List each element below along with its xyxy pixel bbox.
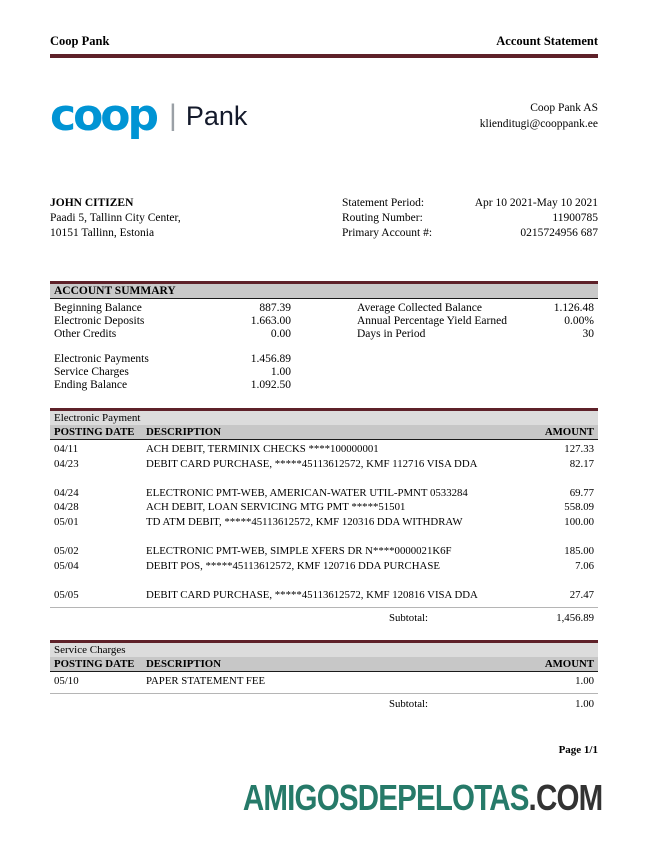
summary-label: Days in Period [357,327,426,340]
watermark-main-text: AMIGOSDEPELOTAS [242,777,529,818]
summary-label: Electronic Payments [54,353,149,366]
column-amount: AMOUNT [544,425,594,438]
statement-info-row [342,226,598,241]
transaction-amount: 100.00 [564,516,594,529]
service-charges-rows [50,672,598,689]
customer-address-line1: Paadi 5, Tallinn City Center, [50,212,181,224]
account-summary-title: ACCOUNT SUMMARY [54,285,176,297]
transaction-date: 05/02 [54,545,79,558]
header-divider-rule [50,54,598,58]
transaction-amount: 1.00 [575,675,594,688]
electronic-payment-rows [50,440,598,603]
transaction-description: DEBIT CARD PURCHASE, *****45113612572, KMF 120816 VISA DDA [146,589,478,602]
transaction-row [50,442,598,457]
transaction-description: DEBIT CARD PURCHASE, *****45113612572, KMF 112716 VISA DDA [146,457,478,470]
summary-row [50,302,295,315]
logo-divider: | [169,99,177,132]
transaction-description: ACH DEBIT, TERMINIX CHECKS ****100000001 [146,443,379,456]
summary-value: 1.456.89 [250,353,291,366]
transaction-row [50,515,598,530]
statement-info-block [342,196,598,241]
summary-label: Annual Percentage Yield Earned [357,314,507,327]
transaction-row [50,457,598,472]
subtotal-label: Subtotal: [389,611,428,624]
transaction-date: 05/04 [54,559,79,572]
customer-name: JOHN CITIZEN [50,197,134,209]
account-summary-header-bar [50,281,598,299]
transaction-group-gap [50,573,598,588]
summary-label [54,340,57,353]
statement-info-value: 11900785 [552,212,598,224]
electronic-payment-section [50,408,598,626]
summary-value: 887.39 [259,302,291,314]
watermark-suffix-text: .COM [528,777,602,818]
service-charges-title-bar [50,640,598,657]
transaction-description: ELECTRONIC PMT-WEB, SIMPLE XFERS DR N****0000021K6F [146,545,452,558]
transaction-amount: 7.06 [575,559,594,572]
transaction-row [50,486,598,501]
statement-info-value: 0215724956 687 [520,227,598,239]
transaction-description: TD ATM DEBIT, *****45113612572, KMF 120316 DDA WITHDRAW [146,516,463,529]
account-summary-section [50,281,598,394]
column-amount: AMOUNT [544,657,594,670]
summary-row [50,353,295,366]
summary-value: 1.092.50 [250,378,291,391]
document-header [50,0,598,49]
transaction-date: 04/28 [54,501,79,514]
summary-row [353,328,598,341]
transaction-description: DEBIT POS, *****45113612572, KMF 120716 DDA PURCHASE [146,559,440,572]
transaction-amount: 185.00 [564,545,594,558]
service-charges-section [50,640,598,712]
summary-value: 1.00 [270,365,291,378]
transaction-row [50,674,598,689]
transaction-amount: 69.77 [569,486,594,499]
account-summary-body [50,299,598,394]
summary-label: Service Charges [54,365,129,378]
electronic-payment-subtotal-row [50,607,598,626]
transaction-description: PAPER STATEMENT FEE [146,675,266,688]
transaction-amount: 558.09 [564,501,594,514]
statement-info-value: Apr 10 2021-May 10 2021 [474,197,598,209]
transaction-date: 04/11 [54,443,79,456]
subtotal-label: Subtotal: [389,697,428,710]
transaction-row [50,500,598,515]
company-email: klienditugi@cooppank.ee [479,118,598,130]
transaction-group-gap [50,530,598,545]
transaction-description: ELECTRONIC PMT-WEB, AMERICAN-WATER UTIL-PMNT 0533284 [146,486,468,499]
transaction-date: 05/01 [54,516,79,529]
customer-address-line2: 10151 Tallinn, Estonia [50,227,155,239]
summary-row [50,379,295,392]
customer-block [50,196,181,241]
transaction-amount: 82.17 [569,457,594,470]
page-number: Page 1/1 [558,743,598,756]
column-posting-date: POSTING DATE [54,425,135,438]
company-info-block [480,100,598,132]
header-bank-name: Coop Pank [50,34,110,48]
coop-pank-logo [50,90,248,141]
summary-value: 1.663.00 [250,314,291,327]
transaction-row [50,544,598,559]
header-doc-title: Account Statement [496,34,598,48]
transaction-date: 04/24 [54,486,79,499]
electronic-payment-title-bar [50,408,598,425]
transaction-amount: 27.47 [569,589,594,602]
service-charges-subtotal-row [50,693,598,712]
summary-spacer-row [50,340,295,353]
account-summary-left-column [50,302,295,392]
subtotal-value: 1.00 [575,697,594,710]
transaction-date: 05/05 [54,589,79,602]
statement-info-row [342,211,598,226]
service-charges-title: Service Charges [54,643,126,656]
summary-row [50,315,295,328]
customer-statement-row [50,196,598,241]
summary-value: 0.00% [564,314,594,327]
column-description: DESCRIPTION [146,657,221,670]
account-summary-right-column [353,302,598,392]
summary-value: 1.126.48 [553,302,594,314]
transaction-description: ACH DEBIT, LOAN SERVICING MTG PMT *****51501 [146,501,406,514]
summary-label: Other Credits [54,327,117,340]
company-name: Coop Pank AS [530,102,598,114]
summary-label: Beginning Balance [54,302,142,314]
service-charges-column-headers [50,657,598,673]
summary-row [50,366,295,379]
column-description: DESCRIPTION [146,425,221,438]
summary-row [353,302,598,315]
transaction-date: 05/10 [54,675,79,688]
summary-label: Ending Balance [54,378,128,391]
transaction-row [50,588,598,603]
summary-row [353,315,598,328]
brand-row [50,90,598,141]
summary-value: 0.00 [270,327,291,340]
subtotal-value: 1,456.89 [556,611,594,624]
electronic-payment-column-headers [50,425,598,441]
transaction-group-gap [50,471,598,486]
summary-label: Average Collected Balance [357,302,482,314]
statement-info-label: Routing Number: [342,212,423,224]
logo-pank-text: Pank [185,100,248,131]
logo-coop-wordmark: coop [50,90,157,141]
column-posting-date: POSTING DATE [54,657,135,670]
summary-row [50,328,295,341]
statement-info-label: Primary Account #: [342,227,433,239]
transaction-amount: 127.33 [564,443,594,456]
transaction-row [50,559,598,574]
summary-value: 30 [582,327,594,340]
transaction-date: 04/23 [54,457,79,470]
watermark [243,777,602,819]
electronic-payment-title: Electronic Payment [54,411,141,424]
summary-label: Electronic Deposits [54,314,145,327]
statement-info-label: Statement Period: [342,197,425,209]
statement-info-row [342,196,598,211]
